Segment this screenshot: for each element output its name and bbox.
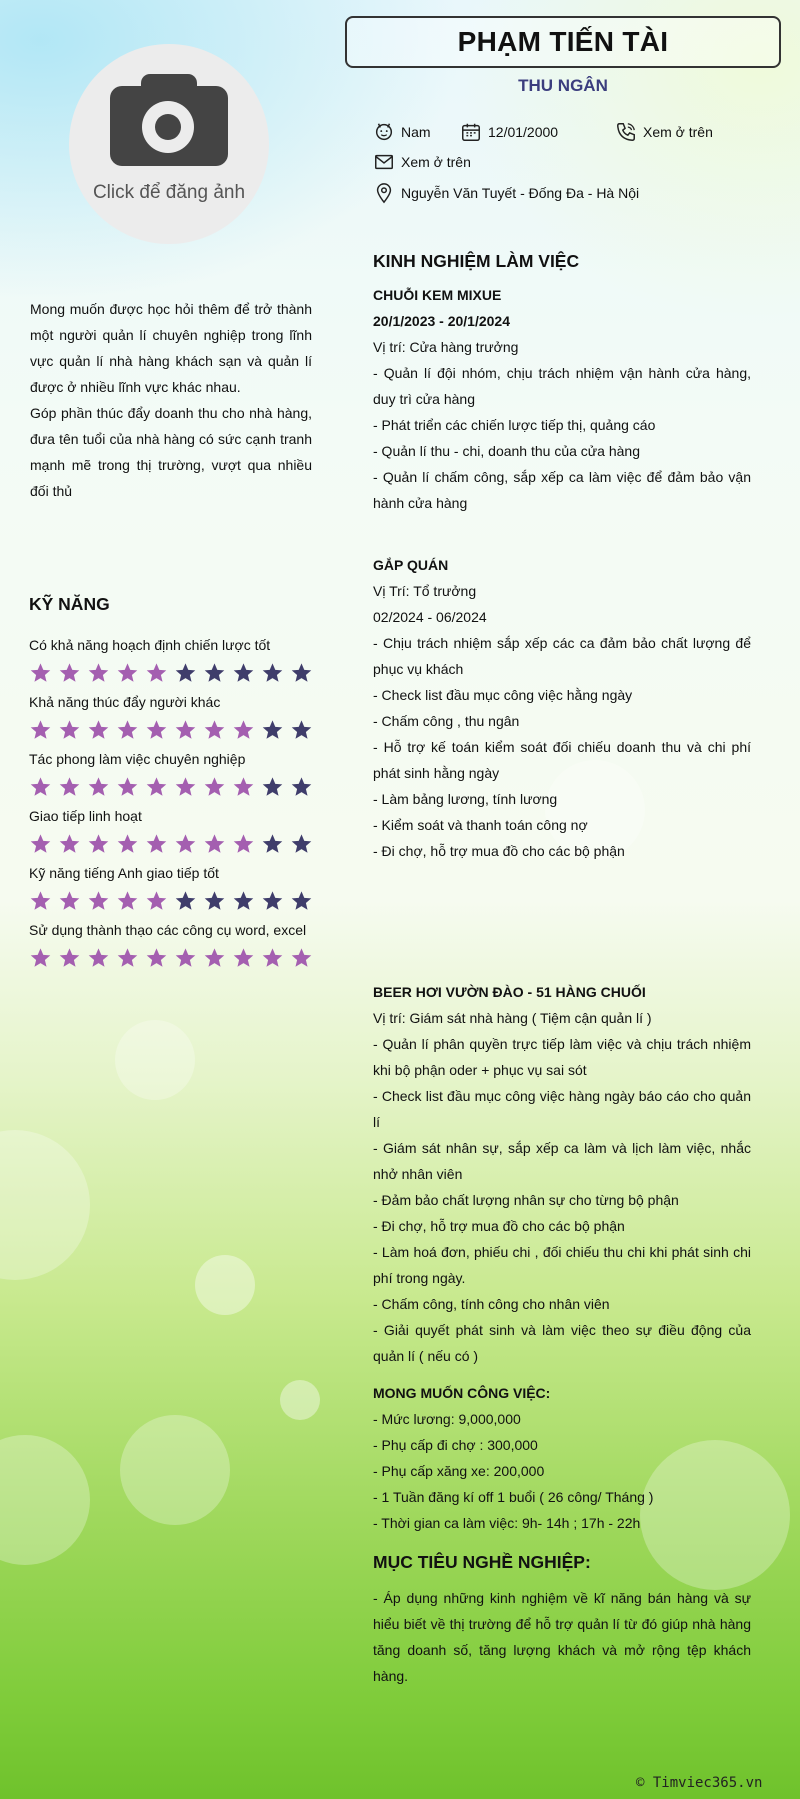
job-duty: - Giám sát nhân sự, sắp xếp ca làm và lịch làm việc, nhắc nhở nhân viên xyxy=(373,1140,751,1182)
star-empty-icon xyxy=(261,662,284,684)
star-filled-icon xyxy=(145,890,168,912)
skill-item xyxy=(29,692,319,741)
skill-rating xyxy=(29,776,319,798)
job-duty: - Kiểm soát và thanh toán công nợ xyxy=(373,817,588,833)
skill-name: Có khả năng hoạch định chiến lược tốt xyxy=(29,637,271,653)
star-empty-icon xyxy=(290,662,313,684)
job-period: 20/1/2023 - 20/1/2024 xyxy=(373,313,511,329)
star-filled-icon xyxy=(203,776,226,798)
gender-icon xyxy=(373,121,395,143)
star-filled-icon xyxy=(174,947,197,969)
job-duty: - Quản lí đội nhóm, chịu trách nhiệm vận hành cửa hàng, duy trì cửa hàng xyxy=(373,365,751,407)
skill-item xyxy=(29,635,319,684)
bokeh-decoration xyxy=(280,1380,320,1420)
star-filled-icon xyxy=(87,890,110,912)
star-empty-icon xyxy=(203,890,226,912)
experience-title: KINH NGHIỆM LÀM VIỆC xyxy=(373,251,580,271)
job-duty: - Đi chợ, hỗ trợ mua đồ cho các bộ phận xyxy=(373,1218,625,1234)
envelope-icon xyxy=(373,151,395,173)
photo-upload-area[interactable] xyxy=(69,44,269,244)
star-empty-icon xyxy=(174,890,197,912)
job-duty: - Quản lí phân quyền trực tiếp làm việc và chịu trách nhiệm khi bộ phận oder + phục vụ sai sót xyxy=(373,1036,751,1078)
star-empty-icon xyxy=(290,833,313,855)
skill-name: Khả năng thúc đẩy người khác xyxy=(29,694,221,710)
job-gap-quan xyxy=(373,552,751,864)
career-goal-text: - Áp dụng những kinh nghiệm về kĩ năng bán hàng và sự hiểu biết về thị trường để hỗ trợ quản lí từ đó giúp nhà hàng tăng doanh số, tăng lượng khách và mở rộng tệp khách hàng. xyxy=(373,1590,751,1684)
birthday-text: 12/01/2000 xyxy=(488,124,559,140)
star-empty-icon xyxy=(290,719,313,741)
star-empty-icon xyxy=(232,662,255,684)
star-filled-icon xyxy=(29,947,52,969)
star-empty-icon xyxy=(261,776,284,798)
job-duty: - Giải quyết phát sinh và làm việc theo sự điều động của quản lí ( nếu có ) xyxy=(373,1322,751,1364)
star-filled-icon xyxy=(232,947,255,969)
skill-name: Kỹ năng tiếng Anh giao tiếp tốt xyxy=(29,865,219,881)
job-position: Vị Trí: Tổ trưởng xyxy=(373,583,477,599)
career-goal-title: MỤC TIÊU NGHỀ NGHIỆP: xyxy=(373,1552,591,1572)
job-duty: - Check list đầu mục công việc hàng ngày báo cáo cho quản lí xyxy=(373,1088,751,1130)
skill-rating xyxy=(29,947,319,969)
job-duty: - Chấm công , thu ngân xyxy=(373,713,520,729)
candidate-name: PHẠM TIẾN TÀI xyxy=(345,16,781,68)
star-filled-icon xyxy=(145,833,168,855)
star-filled-icon xyxy=(29,833,52,855)
star-empty-icon xyxy=(261,719,284,741)
job-position: Vị trí: Giám sát nhà hàng ( Tiệm cận quản lí ) xyxy=(373,1010,652,1026)
job-period: 02/2024 - 06/2024 xyxy=(373,609,487,625)
skill-item xyxy=(29,749,319,798)
star-filled-icon xyxy=(232,833,255,855)
star-filled-icon xyxy=(232,776,255,798)
star-empty-icon xyxy=(290,776,313,798)
skills-title: KỸ NĂNG xyxy=(29,594,110,614)
expectation-item: - Mức lương: 9,000,000 xyxy=(373,1411,521,1427)
objective-paragraph: Mong muốn được học hỏi thêm để trở thành một người quản lí chuyên nghiệp trong lĩnh vực quản lí nhà hàng khách sạn và quản lí được ở nhiều lĩnh vực khác nhau. xyxy=(30,301,312,395)
star-filled-icon xyxy=(29,776,52,798)
star-filled-icon xyxy=(58,947,81,969)
expectations-section xyxy=(373,1380,751,1536)
star-filled-icon xyxy=(145,947,168,969)
skill-item xyxy=(29,806,319,855)
skill-rating xyxy=(29,662,319,684)
star-filled-icon xyxy=(290,947,313,969)
objective-text xyxy=(30,296,312,504)
star-filled-icon xyxy=(58,890,81,912)
star-filled-icon xyxy=(29,719,52,741)
job-position: Vị trí: Cửa hàng trưởng xyxy=(373,339,519,355)
expectation-item: - Phụ cấp xăng xe: 200,000 xyxy=(373,1463,545,1479)
star-filled-icon xyxy=(145,662,168,684)
star-filled-icon xyxy=(116,833,139,855)
star-filled-icon xyxy=(116,719,139,741)
star-filled-icon xyxy=(116,947,139,969)
star-filled-icon xyxy=(87,947,110,969)
star-empty-icon xyxy=(174,662,197,684)
star-filled-icon xyxy=(58,833,81,855)
star-filled-icon xyxy=(58,719,81,741)
phone-icon xyxy=(615,121,637,143)
star-empty-icon xyxy=(290,890,313,912)
skill-item xyxy=(29,863,319,912)
objective-paragraph: Góp phần thúc đẩy doanh thu cho nhà hàng, đưa tên tuổi của nhà hàng có sức cạnh tranh mạnh mẽ trong thị trường, vượt qua nhiều đối thủ xyxy=(30,405,312,499)
gender-text: Nam xyxy=(401,124,431,140)
star-empty-icon xyxy=(203,662,226,684)
star-filled-icon xyxy=(145,776,168,798)
job-duty: - Quản lí chấm công, sắp xếp ca làm việc để đảm bảo vận hành cửa hàng xyxy=(373,469,751,511)
star-filled-icon xyxy=(116,662,139,684)
skill-rating xyxy=(29,890,319,912)
star-filled-icon xyxy=(203,947,226,969)
skill-name: Sử dụng thành thạo các công cụ word, excel xyxy=(29,922,307,938)
job-beer-vuon-dao xyxy=(373,979,751,1369)
company-name: GẮP QUÁN xyxy=(373,557,449,573)
job-duty: - Đi chợ, hỗ trợ mua đồ cho các bộ phận xyxy=(373,843,625,859)
bokeh-decoration xyxy=(195,1255,255,1315)
bokeh-decoration xyxy=(0,1130,90,1280)
job-duty: - Check list đầu mục công việc hằng ngày xyxy=(373,687,633,703)
skill-name: Giao tiếp linh hoạt xyxy=(29,808,142,824)
job-title: THU NGÂN xyxy=(518,76,608,95)
skill-rating xyxy=(29,833,319,855)
email-text: Xem ở trên xyxy=(401,154,471,170)
star-filled-icon xyxy=(29,890,52,912)
job-duty: - Làm hoá đơn, phiếu chi , đối chiếu thu chi khi phát sinh chi phí trong ngày. xyxy=(373,1244,751,1286)
job-duty: - Quản lí thu - chi, doanh thu của cửa hàng xyxy=(373,443,640,459)
photo-upload-label: Click để đăng ảnh xyxy=(92,182,246,203)
skill-item xyxy=(29,920,319,969)
contact-email xyxy=(373,151,471,173)
expectation-item: - Thời gian ca làm việc: 9h- 14h ; 17h - 22h xyxy=(373,1515,641,1531)
contact-birthday xyxy=(460,121,558,143)
location-pin-icon xyxy=(373,182,395,204)
skill-rating xyxy=(29,719,319,741)
contact-gender xyxy=(373,121,431,143)
bokeh-decoration xyxy=(115,1020,195,1100)
expectation-item: - Phụ cấp đi chợ : 300,000 xyxy=(373,1437,538,1453)
star-filled-icon xyxy=(87,776,110,798)
star-filled-icon xyxy=(87,662,110,684)
star-filled-icon xyxy=(145,719,168,741)
calendar-icon xyxy=(460,121,482,143)
contact-address xyxy=(373,182,639,204)
job-duty: - Phát triển các chiến lược tiếp thị, quảng cáo xyxy=(373,417,656,433)
star-empty-icon xyxy=(232,890,255,912)
bokeh-decoration xyxy=(120,1415,230,1525)
expectations-title: MONG MUỐN CÔNG VIỆC: xyxy=(373,1385,551,1401)
skill-name: Tác phong làm việc chuyên nghiệp xyxy=(29,751,246,767)
star-filled-icon xyxy=(261,947,284,969)
job-duty: - Hỗ trợ kế toán kiểm soát đối chiếu doanh thu và chi phí phát sinh hằng ngày xyxy=(373,739,751,781)
star-filled-icon xyxy=(174,719,197,741)
star-filled-icon xyxy=(58,776,81,798)
star-filled-icon xyxy=(87,833,110,855)
star-filled-icon xyxy=(58,662,81,684)
bokeh-decoration xyxy=(0,1435,90,1565)
job-duty: - Chịu trách nhiệm sắp xếp các ca đảm bảo chất lượng để phục vụ khách xyxy=(373,635,751,677)
star-filled-icon xyxy=(203,833,226,855)
star-filled-icon xyxy=(87,719,110,741)
career-goal-section xyxy=(373,1585,751,1689)
company-name: CHUỖI KEM MIXUE xyxy=(373,287,502,303)
address-text: Nguyễn Văn Tuyết - Đống Đa - Hà Nội xyxy=(401,185,640,201)
star-empty-icon xyxy=(261,890,284,912)
contact-phone xyxy=(615,121,713,143)
star-filled-icon xyxy=(203,719,226,741)
star-filled-icon xyxy=(174,776,197,798)
job-duty: - Đảm bảo chất lượng nhân sự cho từng bộ phận xyxy=(373,1192,679,1208)
star-filled-icon xyxy=(116,890,139,912)
footer-credit: © Timviec365.vn xyxy=(636,1775,763,1791)
star-filled-icon xyxy=(174,833,197,855)
expectation-item: - 1 Tuần đăng kí off 1 buổi ( 26 công/ Tháng ) xyxy=(373,1489,654,1505)
job-duty: - Chấm công, tính công cho nhân viên xyxy=(373,1296,610,1312)
job-mixue xyxy=(373,282,751,516)
star-filled-icon xyxy=(29,662,52,684)
job-duty: - Làm bảng lương, tính lương xyxy=(373,791,558,807)
company-name: BEER HƠI VƯỜN ĐÀO - 51 HÀNG CHUỐI xyxy=(373,984,646,1000)
phone-text: Xem ở trên xyxy=(643,124,713,140)
star-filled-icon xyxy=(116,776,139,798)
star-empty-icon xyxy=(261,833,284,855)
star-filled-icon xyxy=(232,719,255,741)
